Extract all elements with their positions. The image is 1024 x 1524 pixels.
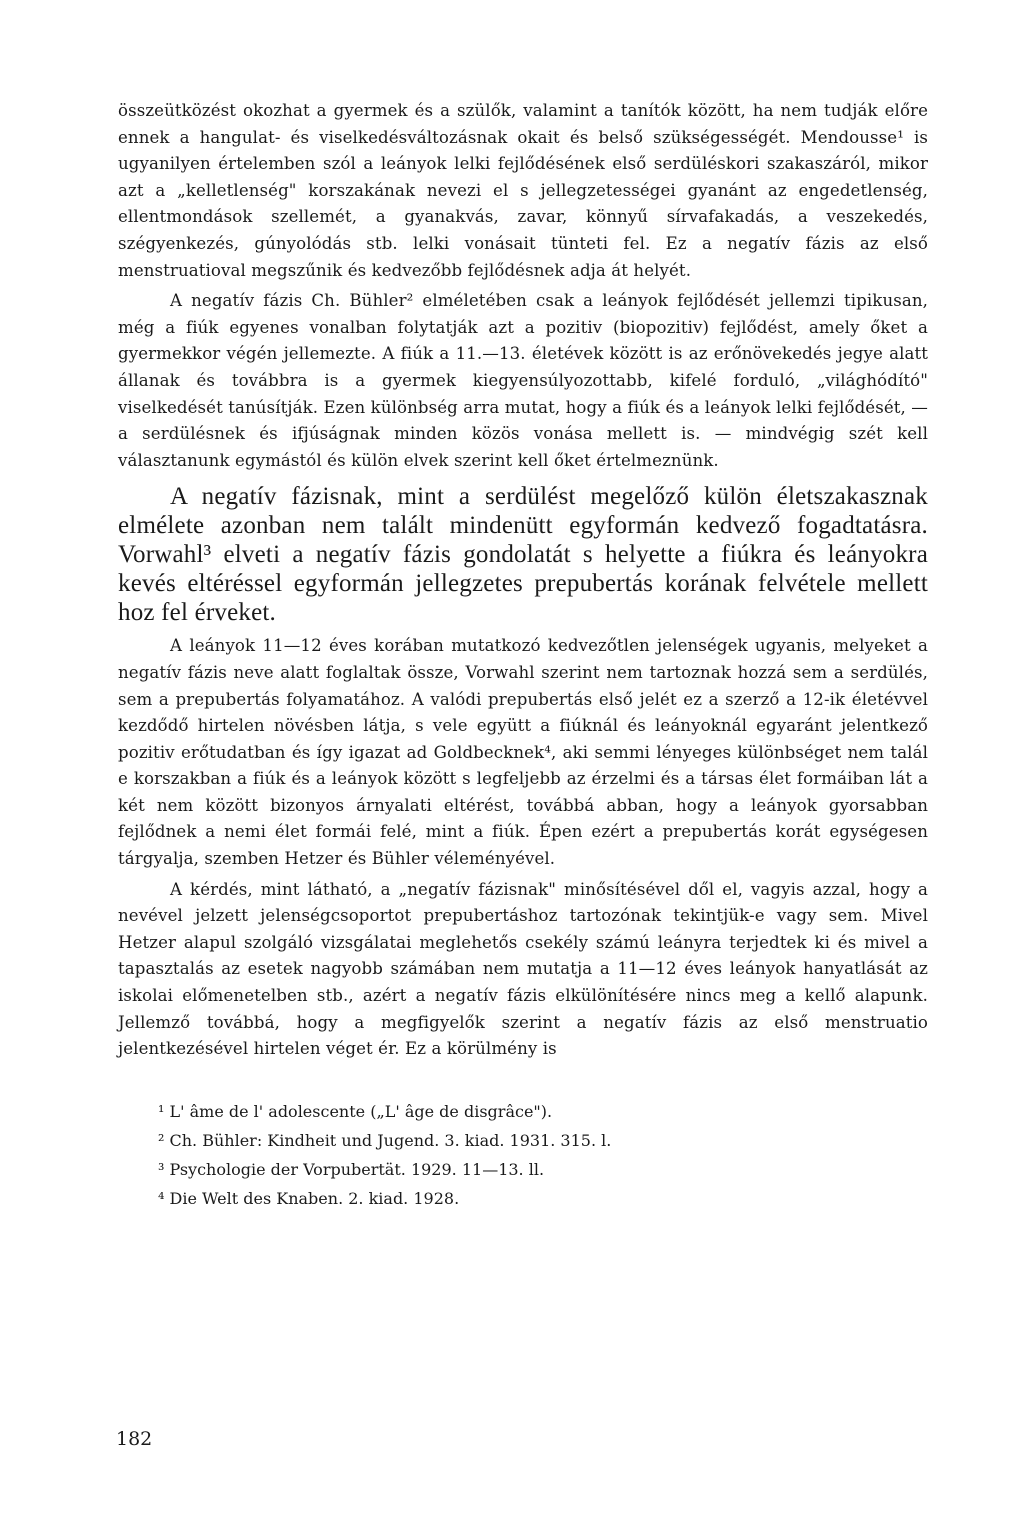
paragraph-4: A leányok 11—12 éves korában mutatkozó kedvezőtlen jelenségek ugyanis, melyeket a negatív fázis neve alatt foglaltak össze, Vorwahl szerint nem tartoznak hozzá sem a serdülés, sem a prepubertás folyamatához. A valódi prepubertás első jelét ez a szerző a 12-ik életévvel kezdődő hirtelen növésben látja, s vele együtt a fiúknál és leányoknál egyaránt jelentkező pozitiv erőtudatban és így igazat ad Goldbecknek⁴, aki semmi lényeges különbséget nem talál e korszakban a fiúk és a leányok között s legfeljebb az érzelmi és a társas élet formáiban lát a két nem között bizonyos árnyalati eltérést, továbbá abban, hogy a leányok gyorsabban fejlődnek a nemi élet formái felé, mint a fiúk. Épen ezért a prepubertás korát egységesen tárgyalja, szemben Hetzer és Bühler véleményével.	[118, 636, 928, 869]
footnote-1: ¹ L' âme de l' adolescente („L' âge de disgrâce").	[158, 1101, 553, 1121]
footnote-4: ⁴ Die Welt des Knaben. 2. kiad. 1928.	[158, 1188, 460, 1208]
footnote-3: ³ Psychologie der Vorpubertät. 1929. 11—13. ll.	[158, 1159, 545, 1179]
page-body	[118, 98, 928, 1213]
paragraph-1: összeütközést okozhat a gyermek és a szülők, valamint a tanítók között, ha nem tudják előre ennek a hangulat- és viselkedésváltozásnak okait és belső szükségességét. Mendousse¹ is ugyanilyen értelemben szól a leányok lelki fejlődésének első serdüléskori szakaszáról, mikor azt a „kelletlenség" korszakának nevezi el s jellegzetességei gyanánt az engedetlenség, ellentmondások szellemét, a gyanakvás, zavar, könnyű sírvafakadás, a veszekedés, szégyenkezés, gúnyolódás stb. lelki vonásait tünteti fel. Ez a negatív fázis az első menstruatioval megszűnik és kedvezőbb fejlődésnek adja át helyét.	[118, 101, 928, 280]
footnotes	[118, 1097, 928, 1213]
paragraph-5: A kérdés, mint látható, a „negatív fázisnak" minősítésével dől el, vagyis azzal, hogy a nevével jelzett jelenségcsoportot prepubertáshoz tartozónak tekintjük-e vagy sem. Mivel Hetzer alapul szolgáló vizsgálatai meglehetős csekély számú leányra terjedtek ki és mivel a tapasztalás az esetek nagyobb számában nem mutatja a 11—12 éves leányok hanyatlását az iskolai előmenetelben stb., azért a negatív fázis elkülönítésére nincs meg a kellő alapunk. Jellemző továbbá, hogy a megfigyelők szerint a negatív fázis az első menstruatio jelentkezésével hirtelen véget ér. Ez a körülmény is	[118, 879, 928, 1059]
page-number: 182	[116, 1428, 153, 1450]
footnote-2: ² Ch. Bühler: Kindheit und Jugend. 3. kiad. 1931. 315. l.	[158, 1130, 612, 1150]
paragraph-2: A negatív fázis Ch. Bühler² elméletében csak a leányok fejlődését jellemzi tipikusan, még a fiúk egyenes vonalban folytatják azt a pozitiv (biopozitiv) fejlődést, amely őket a gyermekkor végén jellemezte. A fiúk a 11.—13. életévek között is az erőnövekedés jegye alatt állanak és továbbra is a gyermek kiegyensúlyozottabb, kifelé forduló, „világhódító" viselkedését tanúsítják. Ezen különbség arra mutat, hogy a fiúk és a leányok lelki fejlődését, — a serdülésnek és ifjúságnak minden közös vonása mellett is. — mindvégig szét kell választanunk egymástól és külön elvek szerint kell őket értelmeznünk.	[118, 291, 928, 470]
paragraph-3-large-type: A negatív fázisnak, mint a serdülést megelőző külön életszakasznak elmélete azonban nem talált mindenütt egyformán kedvező fogadtatásra. Vorwahl³ elveti a negatív fázis gondolatát s helyette a fiúkra és leányokra kevés eltéréssel egyformán jellegzetes prepubertás korának felvétele mellett hoz fel érveket.	[118, 483, 928, 627]
